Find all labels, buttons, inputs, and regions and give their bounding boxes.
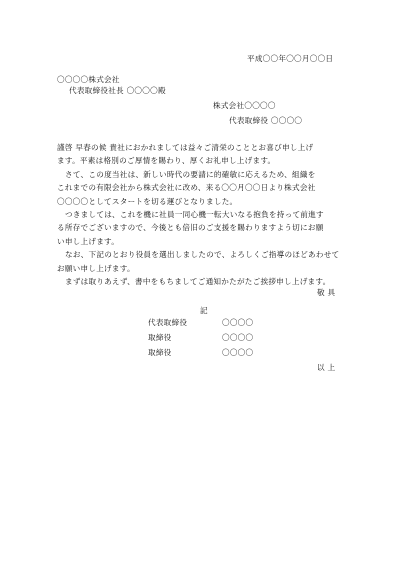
body-line: つきましては、これを機に社員一同心機一転大いなる抱負を持って前進す bbox=[65, 210, 324, 220]
officer-name: 〇〇〇〇 bbox=[222, 333, 254, 342]
body-line: お願い申し上げます。 bbox=[57, 263, 135, 273]
body-line: ます。平素は格別のご厚情を賜わり、厚くお礼申し上げます。 bbox=[57, 156, 276, 166]
body-line: これまでの有限会社から株式会社に改め、来る〇〇月〇〇日より株式会社 bbox=[57, 183, 316, 193]
letter-body bbox=[57, 141, 353, 288]
sender-company: 株式会社〇〇〇〇 bbox=[213, 101, 276, 110]
officer-title: 取締役 bbox=[148, 333, 172, 342]
recipient-person: 代表取締役社長 〇〇〇〇殿 bbox=[69, 86, 166, 95]
officer-title: 代表取締役 bbox=[148, 318, 188, 327]
recipient-company: 〇〇〇〇株式会社 bbox=[57, 75, 120, 84]
letter-date: 平成〇〇年〇〇月〇〇日 bbox=[247, 54, 334, 63]
body-line: 〇〇〇〇としてスタートを切る運びとなりました。 bbox=[57, 196, 238, 206]
ki-mark: 記 bbox=[200, 306, 208, 315]
officer-row bbox=[148, 348, 254, 358]
body-line: い申し上げます。 bbox=[57, 236, 120, 246]
officer-row bbox=[148, 333, 254, 343]
body-line: まずは取りあえず、書中をもちましてご通知かたがたご挨拶申し上げます。 bbox=[65, 277, 331, 287]
end-mark-ijou: 以 上 bbox=[317, 363, 336, 372]
body-line: さて、この度当社は、新しい時代の要請に的確敏に応えるため、組織を bbox=[65, 169, 316, 179]
closing-keigu: 敬 具 bbox=[317, 288, 336, 297]
body-line: る所存でございますので、今後とも倍旧のご支援を賜わりますよう切にお願 bbox=[57, 223, 324, 233]
body-line: なお、下記のとおり役員を選出しましたので、よろしくご指導のほどあわせて bbox=[65, 250, 340, 260]
body-line: 謹啓 早春の候 貴社におかれましては益々ご清栄のこととお喜び申し上げ bbox=[57, 143, 314, 152]
officer-name: 〇〇〇〇 bbox=[222, 348, 254, 357]
sender-person: 代表取締役 〇〇〇〇 bbox=[229, 116, 303, 125]
officer-row bbox=[148, 318, 254, 328]
officer-title: 取締役 bbox=[148, 348, 172, 357]
officer-name: 〇〇〇〇 bbox=[222, 318, 254, 327]
